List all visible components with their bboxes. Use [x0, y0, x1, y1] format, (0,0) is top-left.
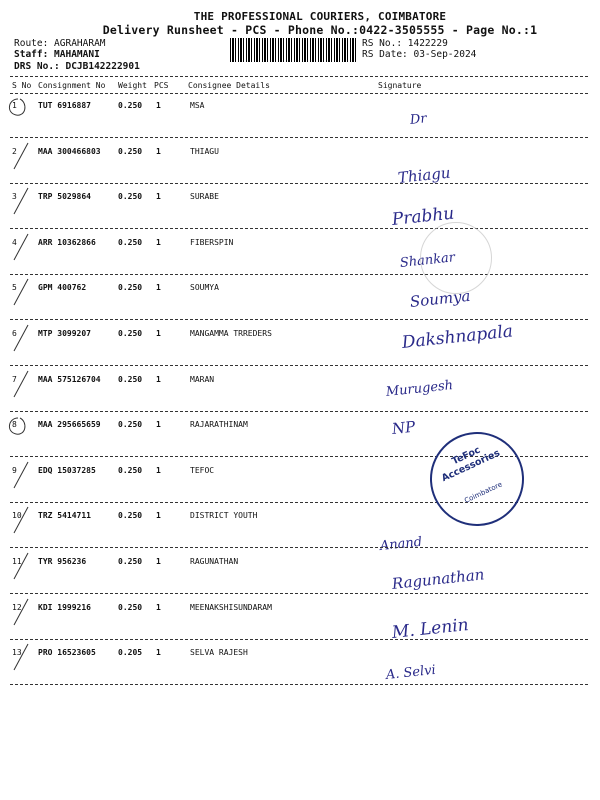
tick-mark [4, 640, 34, 680]
tick-mark [4, 458, 34, 498]
cell-consignment: TRP 5029864 [38, 192, 91, 202]
company-stamp [415, 417, 540, 542]
stamp-city: Coimbatore [463, 480, 504, 505]
signature-mark: Shankar [399, 250, 456, 271]
signature-mark: Prabhu [390, 203, 456, 231]
cell-consignment: MAA 575126704 [38, 374, 101, 384]
cell-sno: 11 [12, 557, 22, 566]
cell-consignee: SOUMYA [190, 283, 219, 293]
cell-weight: 0.205 [118, 648, 143, 658]
row-divider [10, 137, 588, 138]
staff-label: Staff: MAHAMANI [14, 49, 100, 60]
row-divider [10, 684, 588, 685]
col-header-signature: Signature [378, 81, 422, 90]
tick-mark [4, 230, 34, 270]
cell-sno: 10 [12, 511, 22, 521]
cell-pcs: 1 [156, 557, 161, 566]
cell-weight: 0.250 [118, 146, 143, 156]
row-divider [10, 547, 588, 548]
cell-pcs: 1 [156, 465, 161, 475]
tick-mark [4, 139, 34, 179]
tick-mark [4, 93, 34, 133]
cell-consignee: RAGUNATHAN [190, 557, 239, 566]
cell-weight: 0.250 [118, 602, 143, 612]
col-header-consignee: Consignee Details [188, 81, 270, 90]
col-header-consignment: Consignment No [38, 81, 106, 90]
cell-consignee: MARAN [190, 374, 215, 384]
cell-consignee: MSA [190, 101, 205, 110]
signature-mark: Soumya [409, 287, 472, 312]
cell-sno: 3 [12, 192, 17, 202]
cell-sno: 12 [12, 602, 22, 612]
cell-consignment: GPM 400762 [38, 283, 87, 293]
cell-weight: 0.250 [118, 557, 143, 566]
col-header-pcs: PCS [154, 81, 169, 90]
signature-mark: Anand [379, 535, 423, 555]
cell-consignee: SELVA RAJESH [190, 648, 248, 658]
stamp-name: TeFoc Accessories [440, 444, 502, 485]
cell-pcs: 1 [156, 374, 161, 384]
signature-mark: Thiagu [397, 163, 452, 187]
tick-mark [4, 503, 34, 543]
cell-sno: 1 [12, 101, 17, 110]
cell-consignment: EDQ 15037285 [38, 465, 96, 475]
cell-sno: 5 [12, 283, 17, 293]
row-divider [10, 593, 588, 594]
col-header-weight: Weight [118, 81, 147, 90]
tick-mark [4, 549, 34, 589]
tick-mark [4, 412, 34, 452]
cell-consignment: TRZ 5414711 [38, 511, 91, 521]
cell-weight: 0.250 [118, 101, 143, 110]
rs-date-label: RS Date: 03-Sep-2024 [362, 49, 477, 60]
tick-mark [4, 321, 34, 361]
row-divider [10, 319, 588, 320]
cell-weight: 0.250 [118, 283, 143, 293]
cell-pcs: 1 [156, 101, 161, 110]
cell-consignee: MEENAKSHISUNDARAM [190, 602, 272, 612]
cell-consignee: TEFOC [190, 465, 215, 475]
cell-consignment: PRO 16523605 [38, 648, 96, 658]
cell-consignment: KDI 1999216 [38, 602, 91, 612]
cell-weight: 0.250 [118, 237, 143, 247]
signature-mark: M. Lenin [390, 614, 470, 643]
header-rule-bottom [10, 93, 588, 94]
tick-mark [4, 184, 34, 224]
cell-consignee: FIBERSPIN [190, 237, 234, 247]
signature-mark: Murugesh [385, 377, 454, 400]
cell-consignment: MTP 3099207 [38, 329, 91, 338]
signature-mark: Ragunathan [391, 565, 486, 593]
company-title: THE PROFESSIONAL COURIERS, COIMBATORE [193, 10, 447, 23]
tick-mark [4, 275, 34, 315]
rs-no-label: RS No.: 1422229 [362, 38, 448, 49]
cell-sno: 7 [12, 374, 17, 384]
cell-consignee: THIAGU [190, 146, 219, 156]
row-divider [10, 411, 588, 412]
row-divider [10, 365, 588, 366]
cell-consignee: RAJARATHINAM [190, 420, 248, 430]
cell-pcs: 1 [156, 192, 161, 202]
cell-pcs: 1 [156, 648, 161, 658]
cell-consignment: MAA 295665659 [38, 420, 101, 430]
cell-sno: 8 [12, 420, 17, 430]
cell-weight: 0.250 [118, 374, 143, 384]
cell-weight: 0.250 [118, 420, 143, 430]
route-label: Route: AGRAHARAM [14, 38, 106, 49]
cell-consignment: TUT 6916887 [38, 101, 91, 110]
cell-pcs: 1 [156, 329, 161, 338]
cell-consignee: SURABE [190, 192, 219, 202]
runsheet-subtitle: Delivery Runsheet - PCS - Phone No.:0422-3505555 - Page No.:1 [102, 23, 538, 37]
cell-weight: 0.250 [118, 192, 143, 202]
cell-sno: 4 [12, 237, 17, 247]
cell-sno: 13 [12, 648, 22, 658]
cell-consignment: TYR 956236 [38, 557, 87, 566]
faded-stamp [420, 222, 492, 294]
cell-consignment: ARR 10362866 [38, 237, 96, 247]
row-divider [10, 228, 588, 229]
signature-mark: A. Selvi [385, 663, 437, 684]
cell-sno: 6 [12, 329, 17, 338]
cell-pcs: 1 [156, 602, 161, 612]
tick-mark [4, 367, 34, 407]
cell-sno: 9 [12, 465, 17, 475]
cell-consignee: MANGAMMA TRREDERS [190, 329, 272, 338]
signature-mark: NP [391, 417, 417, 439]
cell-weight: 0.250 [118, 465, 143, 475]
row-divider [10, 183, 588, 184]
signature-mark: Dr [409, 111, 428, 128]
cell-weight: 0.250 [118, 511, 143, 521]
tick-mark [4, 595, 34, 635]
signature-mark: Dakshnapala [400, 321, 514, 353]
row-divider [10, 639, 588, 640]
cell-pcs: 1 [156, 283, 161, 293]
cell-weight: 0.250 [118, 329, 143, 338]
cell-pcs: 1 [156, 237, 161, 247]
cell-pcs: 1 [156, 146, 161, 156]
cell-sno: 2 [12, 146, 17, 156]
cell-consignment: MAA 300466803 [38, 146, 101, 156]
drs-label: DRS No.: DCJB142222901 [14, 61, 140, 72]
col-header-sno: S No [12, 81, 32, 90]
cell-consignee: DISTRICT YOUTH [190, 511, 258, 521]
header-rule-top [10, 76, 588, 77]
row-divider [10, 274, 588, 275]
cell-pcs: 1 [156, 420, 161, 430]
cell-pcs: 1 [156, 511, 161, 521]
barcode [230, 38, 356, 62]
